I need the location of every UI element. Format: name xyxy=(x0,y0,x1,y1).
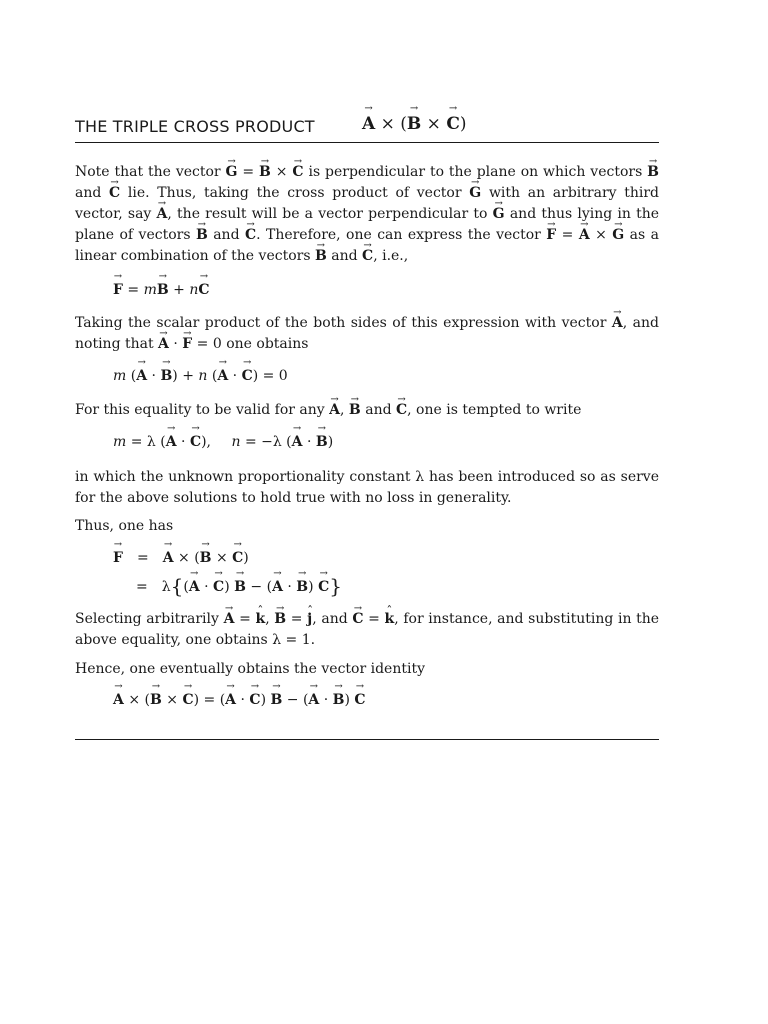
section-title: THE TRIPLE CROSS PRODUCT xyxy=(75,117,315,136)
section-title-formula: → A × (→ B × → C) xyxy=(362,114,467,134)
equation-1: → F = m→ B + n→ C xyxy=(113,282,210,298)
formula-selection: → A = ˆ k, → B = ˆ j, xyxy=(224,611,317,627)
top-rule xyxy=(75,142,659,143)
formula-f-def: → F = → A × → G xyxy=(546,227,624,243)
paragraph-1: Note that the vector → G = → B × → C is perpendicular to the plane on which vectors → B and → C lie. Thus, taking the cross product of vector → G with an arbitrary third vector, say → A, the result will be a vector perpendicular to → G and thus lying in the plane of vectors → B and → C. Therefore, one can express the vector → F = → A × → G as a linear combination of the vectors → B and → C, i.e., xyxy=(75,162,659,267)
paragraph-6: Selecting arbitrarily → A = ˆ k, → B = ˆ j, and → C = ˆ k, for instance, and substituting in the above equality, one obtains λ = 1. xyxy=(75,609,659,651)
paragraph-2: Taking the scalar product of the both sides of this expression with vector → A, and noting that → A · → F = 0 one obtains xyxy=(75,313,659,355)
equation-5-vector-identity: → A × (→ B × → C) = (→ A · → C) → B − (→ A · → B) → C xyxy=(113,692,366,708)
paragraph-7: Hence, one eventually obtains the vector identity xyxy=(75,661,425,677)
paragraph-3: For this equality to be valid for any → A, → B and → C, one is tempted to write xyxy=(75,400,659,421)
section-header xyxy=(75,114,659,142)
formula-a-dot-f: → A · → F = 0 xyxy=(158,336,222,352)
equation-4-line-2: = λ{(→ A · → C) → B − (→ A · → B) → C} xyxy=(136,574,342,598)
formula-g-def: → G = → B × → C xyxy=(226,164,304,180)
paragraph-4: in which the unknown proportionality constant λ has been introduced so as serve for the above solutions to hold true with no loss in generality. xyxy=(75,469,659,506)
equation-4-line-1: → F =→ A × (→ B × → C) xyxy=(113,550,249,566)
equation-3: m = λ (→ A · → C), n = −λ (→ A · → B) xyxy=(113,434,333,450)
paragraph-5: Thus, one has xyxy=(75,518,174,534)
bottom-rule xyxy=(75,739,659,740)
equation-2: m (→ A · → B) + n (→ A · → C) = 0 xyxy=(113,368,288,384)
